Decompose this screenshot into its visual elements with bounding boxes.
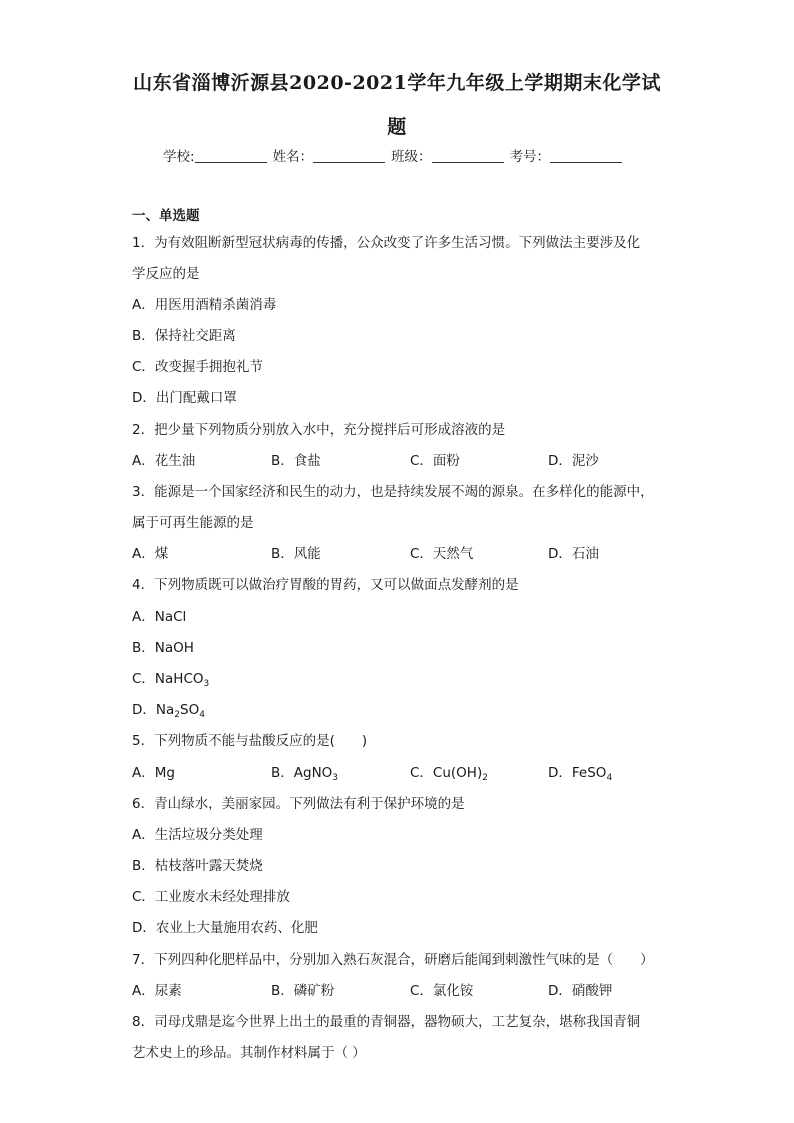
q7-option-c: C．氯化铵 xyxy=(410,983,474,999)
q4-option-c: C．NaHCO$_3$ xyxy=(132,671,210,689)
number-blank xyxy=(550,148,622,163)
q4-option-a: A．NaCl xyxy=(132,609,187,625)
q6-option-c: C．工业废水未经处理排放 xyxy=(132,889,290,905)
q5-option-c: C．$Cu(OH)_2$ xyxy=(410,765,488,783)
q3-option-d: D．石油 xyxy=(548,546,599,562)
q3-option-a: A．煤 xyxy=(132,546,169,562)
page-title-continued: 题 xyxy=(387,116,407,138)
q8-stem-line1: 8．司母戊鼎是迄今世界上出土的最重的青铜器，器物硕大，工艺复杂，堪称我国青铜 xyxy=(132,1014,641,1030)
q6-option-d: D．农业上大量施用农药、化肥 xyxy=(132,920,318,936)
name-blank xyxy=(313,148,385,163)
q4-option-b: B．NaOH xyxy=(132,640,194,656)
section-heading: 一、单选题 xyxy=(132,208,200,224)
q4-option-d: D．$Na_2SO_4$ xyxy=(132,702,205,720)
q7-option-a: A．尿素 xyxy=(132,983,182,999)
q6-stem: 6．青山绿水，美丽家园。下列做法有利于保护环境的是 xyxy=(132,796,465,812)
q1-stem-line2: 学反应的是 xyxy=(132,266,200,282)
q1-option-a: A．用医用酒精杀菌消毒 xyxy=(132,297,277,313)
q1-option-c: C．改变握手拥抱礼节 xyxy=(132,359,263,375)
q7-stem: 7．下列四种化肥样品中，分别加入熟石灰混合，研磨后能闻到刺激性气味的是（ ） xyxy=(132,952,654,968)
q3-option-c: C．天然气 xyxy=(410,546,474,562)
q7-option-d: D．硝酸钾 xyxy=(548,983,613,999)
number-label: 考号： xyxy=(509,149,551,165)
name-label: 姓名： xyxy=(272,149,314,165)
school-blank xyxy=(195,148,267,163)
q5-option-d: D．FeSO$_4$ xyxy=(548,765,613,783)
q6-option-b: B．枯枝落叶露天焚烧 xyxy=(132,858,263,874)
q2-option-c: C．面粉 xyxy=(410,453,460,469)
class-label: 班级： xyxy=(391,149,432,165)
q5-option-a: A．Mg xyxy=(132,765,175,781)
q1-stem-line1: 1．为有效阻断新型冠状病毒的传播，公众改变了许多生活习惯。下列做法主要涉及化 xyxy=(132,235,641,251)
q2-option-d: D．泥沙 xyxy=(548,453,599,469)
q6-option-a: A．生活垃圾分类处理 xyxy=(132,827,263,843)
q3-stem-line1: 3．能源是一个国家经济和民生的动力，也是持续发展不竭的源泉。在多样化的能源中， xyxy=(132,484,654,500)
student-info-row xyxy=(163,145,626,165)
q1-option-d: D．出门配戴口罩 xyxy=(132,390,237,406)
q2-option-b: B．食盐 xyxy=(271,453,321,469)
q5-option-b: B．AgNO$_3$ xyxy=(271,765,339,783)
q7-option-b: B．磷矿粉 xyxy=(271,983,335,999)
q3-option-b: B．风能 xyxy=(271,546,321,562)
q8-stem-line2: 艺术史上的珍品。其制作材料属于（ ） xyxy=(132,1045,366,1061)
q2-stem: 2．把少量下列物质分别放入水中，充分搅拌后可形成溶液的是 xyxy=(132,422,506,438)
class-blank xyxy=(432,148,504,163)
q2-option-a: A．花生油 xyxy=(132,453,196,469)
q1-option-b: B．保持社交距离 xyxy=(132,328,236,344)
q3-stem-line2: 属于可再生能源的是 xyxy=(132,515,254,531)
q5-stem: 5．下列物质不能与盐酸反应的是( ) xyxy=(132,733,368,749)
school-label: 学校: xyxy=(163,149,195,165)
q4-stem: 4．下列物质既可以做治疗胃酸的胃药，又可以做面点发酵剂的是 xyxy=(132,577,519,593)
page-title: 山东省淄博沂源县2020-2021学年九年级上学期期末化学试 xyxy=(133,72,661,94)
